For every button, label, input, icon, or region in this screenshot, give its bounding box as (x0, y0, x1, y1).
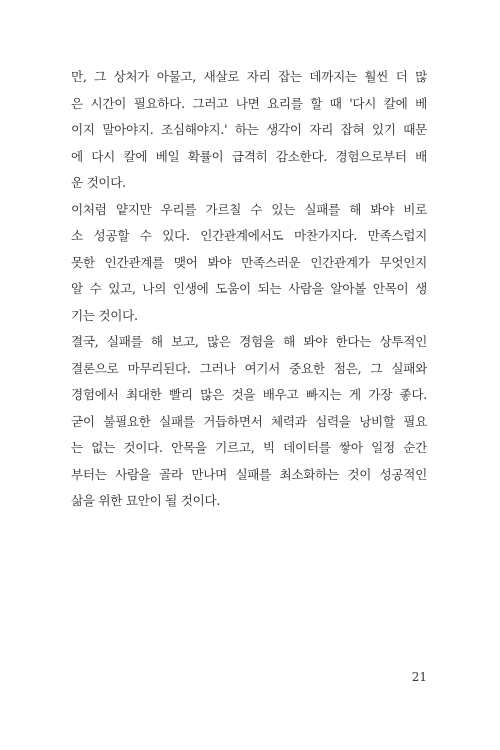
text-line: 경험에서 최대한 빨리 많은 것을 배우고 빠지는 게 가장 좋다. (71, 387, 427, 402)
text-line: 삶을 위한 묘안이 될 것이다. (71, 493, 221, 508)
text-line: 이처럼 얕지만 우리를 가르칠 수 있는 실패를 해 봐야 비로 (71, 201, 427, 217)
text-line: 는 없는 것이다. 안목을 기르고, 빅 데이터를 쌓아 일정 순간 (71, 440, 427, 455)
text-line: 기는 것이다. (71, 307, 138, 323)
text-line: 결론으로 마무리된다. 그러나 여기서 중요한 점은, 그 실패와 (71, 360, 427, 376)
text-line: 운 것이다. (71, 175, 126, 190)
text-line: 이지 말아야지. 조심해야지.' 하는 생각이 자리 잡혀 있기 때문 (71, 122, 427, 137)
body-text (71, 64, 427, 515)
text-line: 은 시간이 필요하다. 그러고 나면 요리를 할 때 '다시 칼에 베 (71, 95, 427, 111)
text-line: 부터는 사람을 골라 만나며 실패를 최소화하는 것이 성공적인 (71, 466, 427, 482)
paragraph (71, 197, 427, 330)
text-line: 소 성공할 수 있다. 인간관계에서도 마찬가지다. 만족스럽지 (71, 228, 427, 243)
paragraph (71, 64, 427, 197)
text-line: 에 다시 칼에 베일 확률이 급격히 감소한다. 경험으로부터 배 (71, 148, 427, 164)
text-line: 결국, 실패를 해 보고, 많은 경험을 해 봐야 한다는 상투적인 (71, 334, 427, 349)
text-line: 만, 그 상처가 아물고, 새살로 자리 잡는 데까지는 훨씬 더 많 (71, 69, 427, 84)
text-line: 알 수 있고, 나의 인생에 도움이 되는 사람을 알아볼 안목이 생 (71, 281, 427, 296)
text-line: 못한 인간관계를 맺어 봐야 만족스러운 인간관계가 무엇인지 (71, 254, 427, 270)
paragraph (71, 329, 427, 515)
text-line: 굳이 불필요한 실패를 거듭하면서 체력과 심력을 낭비할 필요 (71, 413, 427, 429)
page-number: 21 (411, 670, 427, 684)
